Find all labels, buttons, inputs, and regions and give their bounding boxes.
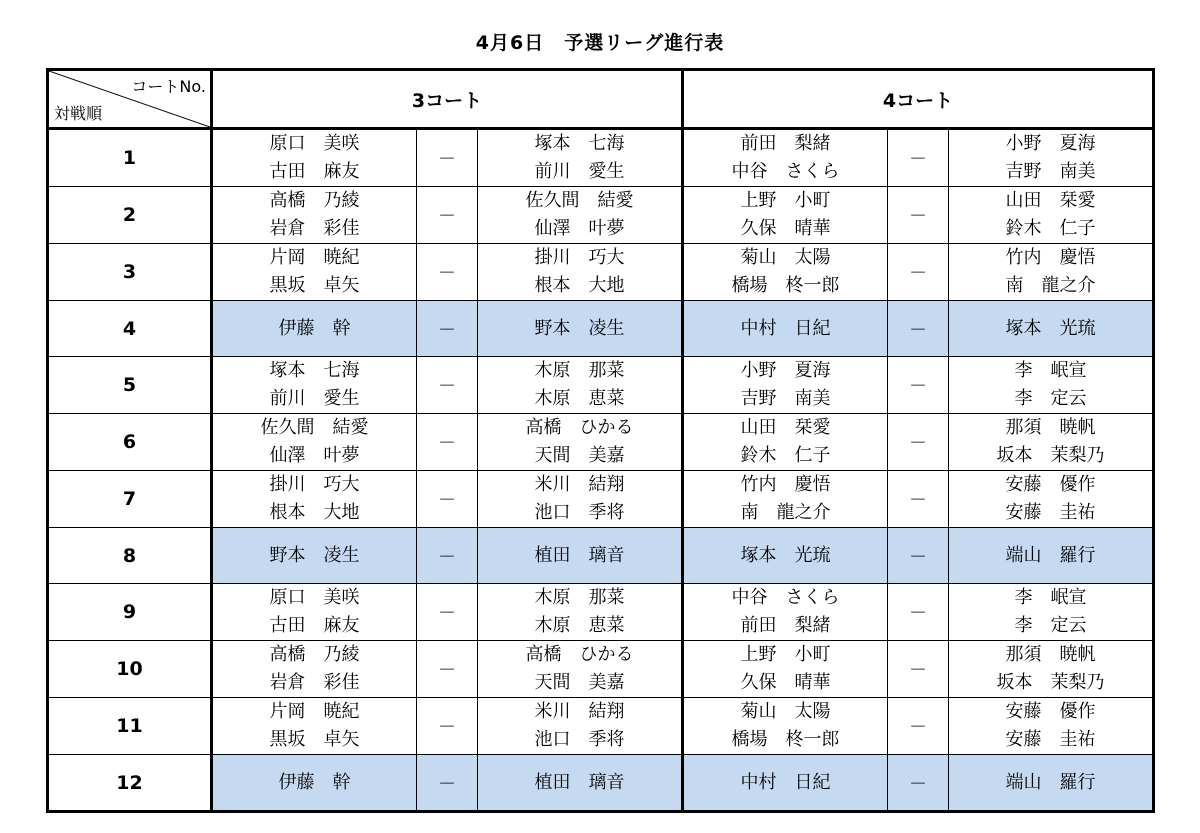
- player-name: 小野 夏海: [1005, 133, 1096, 154]
- court-4-left-team: [683, 301, 888, 357]
- versus-separator: －: [417, 528, 478, 584]
- versus-separator: －: [417, 755, 478, 812]
- player-name: 植田 璃音: [534, 771, 625, 793]
- player-name: 天間 美嘉: [534, 672, 625, 693]
- player-name: 橋場 柊一郎: [731, 729, 840, 750]
- player-name: 竹内 慶悟: [740, 474, 831, 495]
- player-name: 片岡 暁紀: [269, 247, 360, 268]
- player-name: 古田 麻友: [269, 161, 360, 182]
- player-name: 前川 愛生: [269, 388, 360, 409]
- player-name: 久保 晴華: [740, 672, 831, 693]
- match-order-number: 10: [48, 641, 212, 698]
- player-name: 根本 大地: [534, 275, 625, 296]
- player-name: 仙澤 叶夢: [534, 218, 625, 239]
- player-name: 菊山 太陽: [740, 247, 831, 268]
- player-name: 端山 羅行: [1005, 544, 1096, 566]
- player-name: 坂本 茉梨乃: [996, 672, 1105, 693]
- court-3-right-team: [478, 471, 683, 528]
- player-name: 前川 愛生: [534, 161, 625, 182]
- court-4-right-team: [949, 528, 1154, 584]
- court-4-left-team: [683, 584, 888, 641]
- versus-separator: －: [417, 641, 478, 698]
- versus-separator: －: [888, 187, 949, 244]
- player-name: 塚本 光琉: [740, 544, 831, 566]
- player-name: 黒坂 卓矢: [269, 275, 360, 296]
- court-3-right-team: [478, 244, 683, 301]
- player-name: 高橋 ひかる: [525, 417, 634, 438]
- player-name: 山田 栞愛: [1005, 190, 1096, 211]
- player-name: 掛川 巧大: [269, 474, 360, 495]
- match-row: [48, 244, 1154, 301]
- court-4-right-team: [949, 755, 1154, 812]
- versus-separator: －: [417, 244, 478, 301]
- player-name: 米川 結翔: [534, 701, 625, 722]
- court-3-right-team: [478, 698, 683, 755]
- match-row: [48, 698, 1154, 755]
- player-name: 上野 小町: [740, 644, 831, 665]
- match-order-number: 2: [48, 187, 212, 244]
- court-3-left-team: [212, 129, 417, 187]
- versus-separator: －: [888, 698, 949, 755]
- player-name: 那須 暁帆: [1005, 417, 1096, 438]
- header-corner-cell: [48, 70, 212, 129]
- player-name: 中谷 さくら: [731, 587, 840, 608]
- court-4-right-team: [949, 584, 1154, 641]
- court-3-right-team: [478, 129, 683, 187]
- player-name: 小野 夏海: [740, 360, 831, 381]
- court-4-right-team: [949, 357, 1154, 414]
- player-name: 木原 那菜: [534, 587, 625, 608]
- match-row: [48, 301, 1154, 357]
- court-3-left-team: [212, 301, 417, 357]
- court-3-left-team: [212, 755, 417, 812]
- court-4-right-team: [949, 129, 1154, 187]
- player-name: 古田 麻友: [269, 615, 360, 636]
- match-order-number: 11: [48, 698, 212, 755]
- player-name: 根本 大地: [269, 502, 360, 523]
- player-name: 中谷 さくら: [731, 161, 840, 182]
- court-3-right-team: [478, 528, 683, 584]
- player-name: 高橋 乃綾: [269, 644, 360, 665]
- court-4-header: 4コート: [683, 70, 1154, 129]
- player-name: 李 岷宣: [1014, 360, 1087, 381]
- player-name: 菊山 太陽: [740, 701, 831, 722]
- player-name: 黒坂 卓矢: [269, 729, 360, 750]
- player-name: 野本 凌生: [534, 317, 625, 339]
- player-name: 安藤 優作: [1005, 474, 1096, 495]
- versus-separator: －: [417, 584, 478, 641]
- court-4-left-team: [683, 755, 888, 812]
- match-order-number: 8: [48, 528, 212, 584]
- player-name: 掛川 巧大: [534, 247, 625, 268]
- versus-separator: －: [888, 641, 949, 698]
- player-name: 野本 凌生: [269, 544, 360, 566]
- court-4-left-team: [683, 698, 888, 755]
- versus-separator: －: [888, 244, 949, 301]
- versus-separator: －: [888, 471, 949, 528]
- player-name: 原口 美咲: [269, 587, 360, 608]
- player-name: 佐久間 結愛: [260, 417, 369, 438]
- court-4-right-team: [949, 471, 1154, 528]
- player-name: 李 定云: [1014, 615, 1087, 636]
- player-name: 伊藤 幹: [278, 771, 351, 793]
- player-name: 鈴木 仁子: [1005, 218, 1096, 239]
- court-4-left-team: [683, 471, 888, 528]
- court-3-right-team: [478, 357, 683, 414]
- player-name: 岩倉 彩佳: [269, 672, 360, 693]
- versus-separator: －: [888, 528, 949, 584]
- match-order-number: 1: [48, 129, 212, 187]
- court-4-right-team: [949, 414, 1154, 471]
- match-row: [48, 357, 1154, 414]
- player-name: 中村 日紀: [740, 317, 831, 339]
- match-order-number: 12: [48, 755, 212, 812]
- player-name: 南 龍之介: [740, 502, 831, 523]
- versus-separator: －: [417, 471, 478, 528]
- player-name: 吉野 南美: [1005, 161, 1096, 182]
- court-3-right-team: [478, 641, 683, 698]
- versus-separator: －: [888, 414, 949, 471]
- match-row: [48, 187, 1154, 244]
- court-3-left-team: [212, 414, 417, 471]
- match-row: [48, 641, 1154, 698]
- court-3-left-team: [212, 584, 417, 641]
- player-name: 仙澤 叶夢: [269, 445, 360, 466]
- player-name: 前田 梨緒: [740, 133, 831, 154]
- player-name: 高橋 乃綾: [269, 190, 360, 211]
- player-name: 上野 小町: [740, 190, 831, 211]
- player-name: 中村 日紀: [740, 771, 831, 793]
- versus-separator: －: [417, 301, 478, 357]
- court-4-left-team: [683, 641, 888, 698]
- match-row: [48, 471, 1154, 528]
- player-name: 橋場 柊一郎: [731, 275, 840, 296]
- player-name: 山田 栞愛: [740, 417, 831, 438]
- court-3-header: 3コート: [212, 70, 683, 129]
- player-name: 塚本 七海: [534, 133, 625, 154]
- court-3-right-team: [478, 187, 683, 244]
- versus-separator: －: [417, 357, 478, 414]
- versus-separator: －: [888, 755, 949, 812]
- versus-separator: －: [417, 187, 478, 244]
- player-name: 南 龍之介: [1005, 275, 1096, 296]
- schedule-table: [46, 68, 1155, 813]
- versus-separator: －: [888, 357, 949, 414]
- player-name: 前田 梨緒: [740, 615, 831, 636]
- court-3-left-team: [212, 187, 417, 244]
- court-4-right-team: [949, 641, 1154, 698]
- match-row: [48, 528, 1154, 584]
- versus-separator: －: [888, 301, 949, 357]
- player-name: 坂本 茉梨乃: [996, 445, 1105, 466]
- player-name: 那須 暁帆: [1005, 644, 1096, 665]
- player-name: 池口 季将: [534, 729, 625, 750]
- match-order-number: 4: [48, 301, 212, 357]
- court-3-left-team: [212, 244, 417, 301]
- match-order-number: 6: [48, 414, 212, 471]
- court-4-left-team: [683, 414, 888, 471]
- court-4-left-team: [683, 244, 888, 301]
- court-4-left-team: [683, 357, 888, 414]
- page-title: 4月6日 予選リーグ進行表: [475, 32, 725, 54]
- player-name: 吉野 南美: [740, 388, 831, 409]
- match-row: [48, 755, 1154, 812]
- player-name: 原口 美咲: [269, 133, 360, 154]
- court-3-right-team: [478, 414, 683, 471]
- player-name: 端山 羅行: [1005, 771, 1096, 793]
- player-name: 片岡 暁紀: [269, 701, 360, 722]
- versus-separator: －: [417, 129, 478, 187]
- match-order-number: 3: [48, 244, 212, 301]
- court-4-left-team: [683, 187, 888, 244]
- match-order-number: 7: [48, 471, 212, 528]
- player-name: 天間 美嘉: [534, 445, 625, 466]
- player-name: 塚本 七海: [269, 360, 360, 381]
- player-name: 佐久間 結愛: [525, 190, 634, 211]
- court-no-label: コートNo.: [131, 77, 206, 96]
- player-name: 鈴木 仁子: [740, 445, 831, 466]
- court-4-right-team: [949, 187, 1154, 244]
- player-name: 李 定云: [1014, 388, 1087, 409]
- court-3-left-team: [212, 641, 417, 698]
- court-3-right-team: [478, 584, 683, 641]
- versus-separator: －: [888, 584, 949, 641]
- player-name: 安藤 圭祐: [1005, 729, 1096, 750]
- header-row: [48, 70, 1154, 129]
- court-3-left-team: [212, 471, 417, 528]
- player-name: 木原 恵菜: [534, 615, 625, 636]
- court-3-left-team: [212, 357, 417, 414]
- player-name: 池口 季将: [534, 502, 625, 523]
- player-name: 塚本 光琉: [1005, 317, 1096, 339]
- versus-separator: －: [417, 698, 478, 755]
- match-order-number: 5: [48, 357, 212, 414]
- versus-separator: －: [417, 414, 478, 471]
- player-name: 木原 那菜: [534, 360, 625, 381]
- player-name: 李 岷宣: [1014, 587, 1087, 608]
- player-name: 木原 恵菜: [534, 388, 625, 409]
- player-name: 高橋 ひかる: [525, 644, 634, 665]
- court-3-right-team: [478, 755, 683, 812]
- player-name: 安藤 優作: [1005, 701, 1096, 722]
- match-row: [48, 129, 1154, 187]
- versus-separator: －: [888, 129, 949, 187]
- match-row: [48, 584, 1154, 641]
- court-3-left-team: [212, 698, 417, 755]
- player-name: 久保 晴華: [740, 218, 831, 239]
- player-name: 植田 璃音: [534, 544, 625, 566]
- player-name: 安藤 圭祐: [1005, 502, 1096, 523]
- match-order-label: 対戦順: [54, 104, 103, 123]
- player-name: 伊藤 幹: [278, 317, 351, 339]
- court-4-left-team: [683, 129, 888, 187]
- court-4-right-team: [949, 244, 1154, 301]
- court-3-right-team: [478, 301, 683, 357]
- court-4-left-team: [683, 528, 888, 584]
- player-name: 米川 結翔: [534, 474, 625, 495]
- court-4-right-team: [949, 698, 1154, 755]
- match-row: [48, 414, 1154, 471]
- player-name: 竹内 慶悟: [1005, 247, 1096, 268]
- player-name: 岩倉 彩佳: [269, 218, 360, 239]
- match-order-number: 9: [48, 584, 212, 641]
- court-3-left-team: [212, 528, 417, 584]
- court-4-right-team: [949, 301, 1154, 357]
